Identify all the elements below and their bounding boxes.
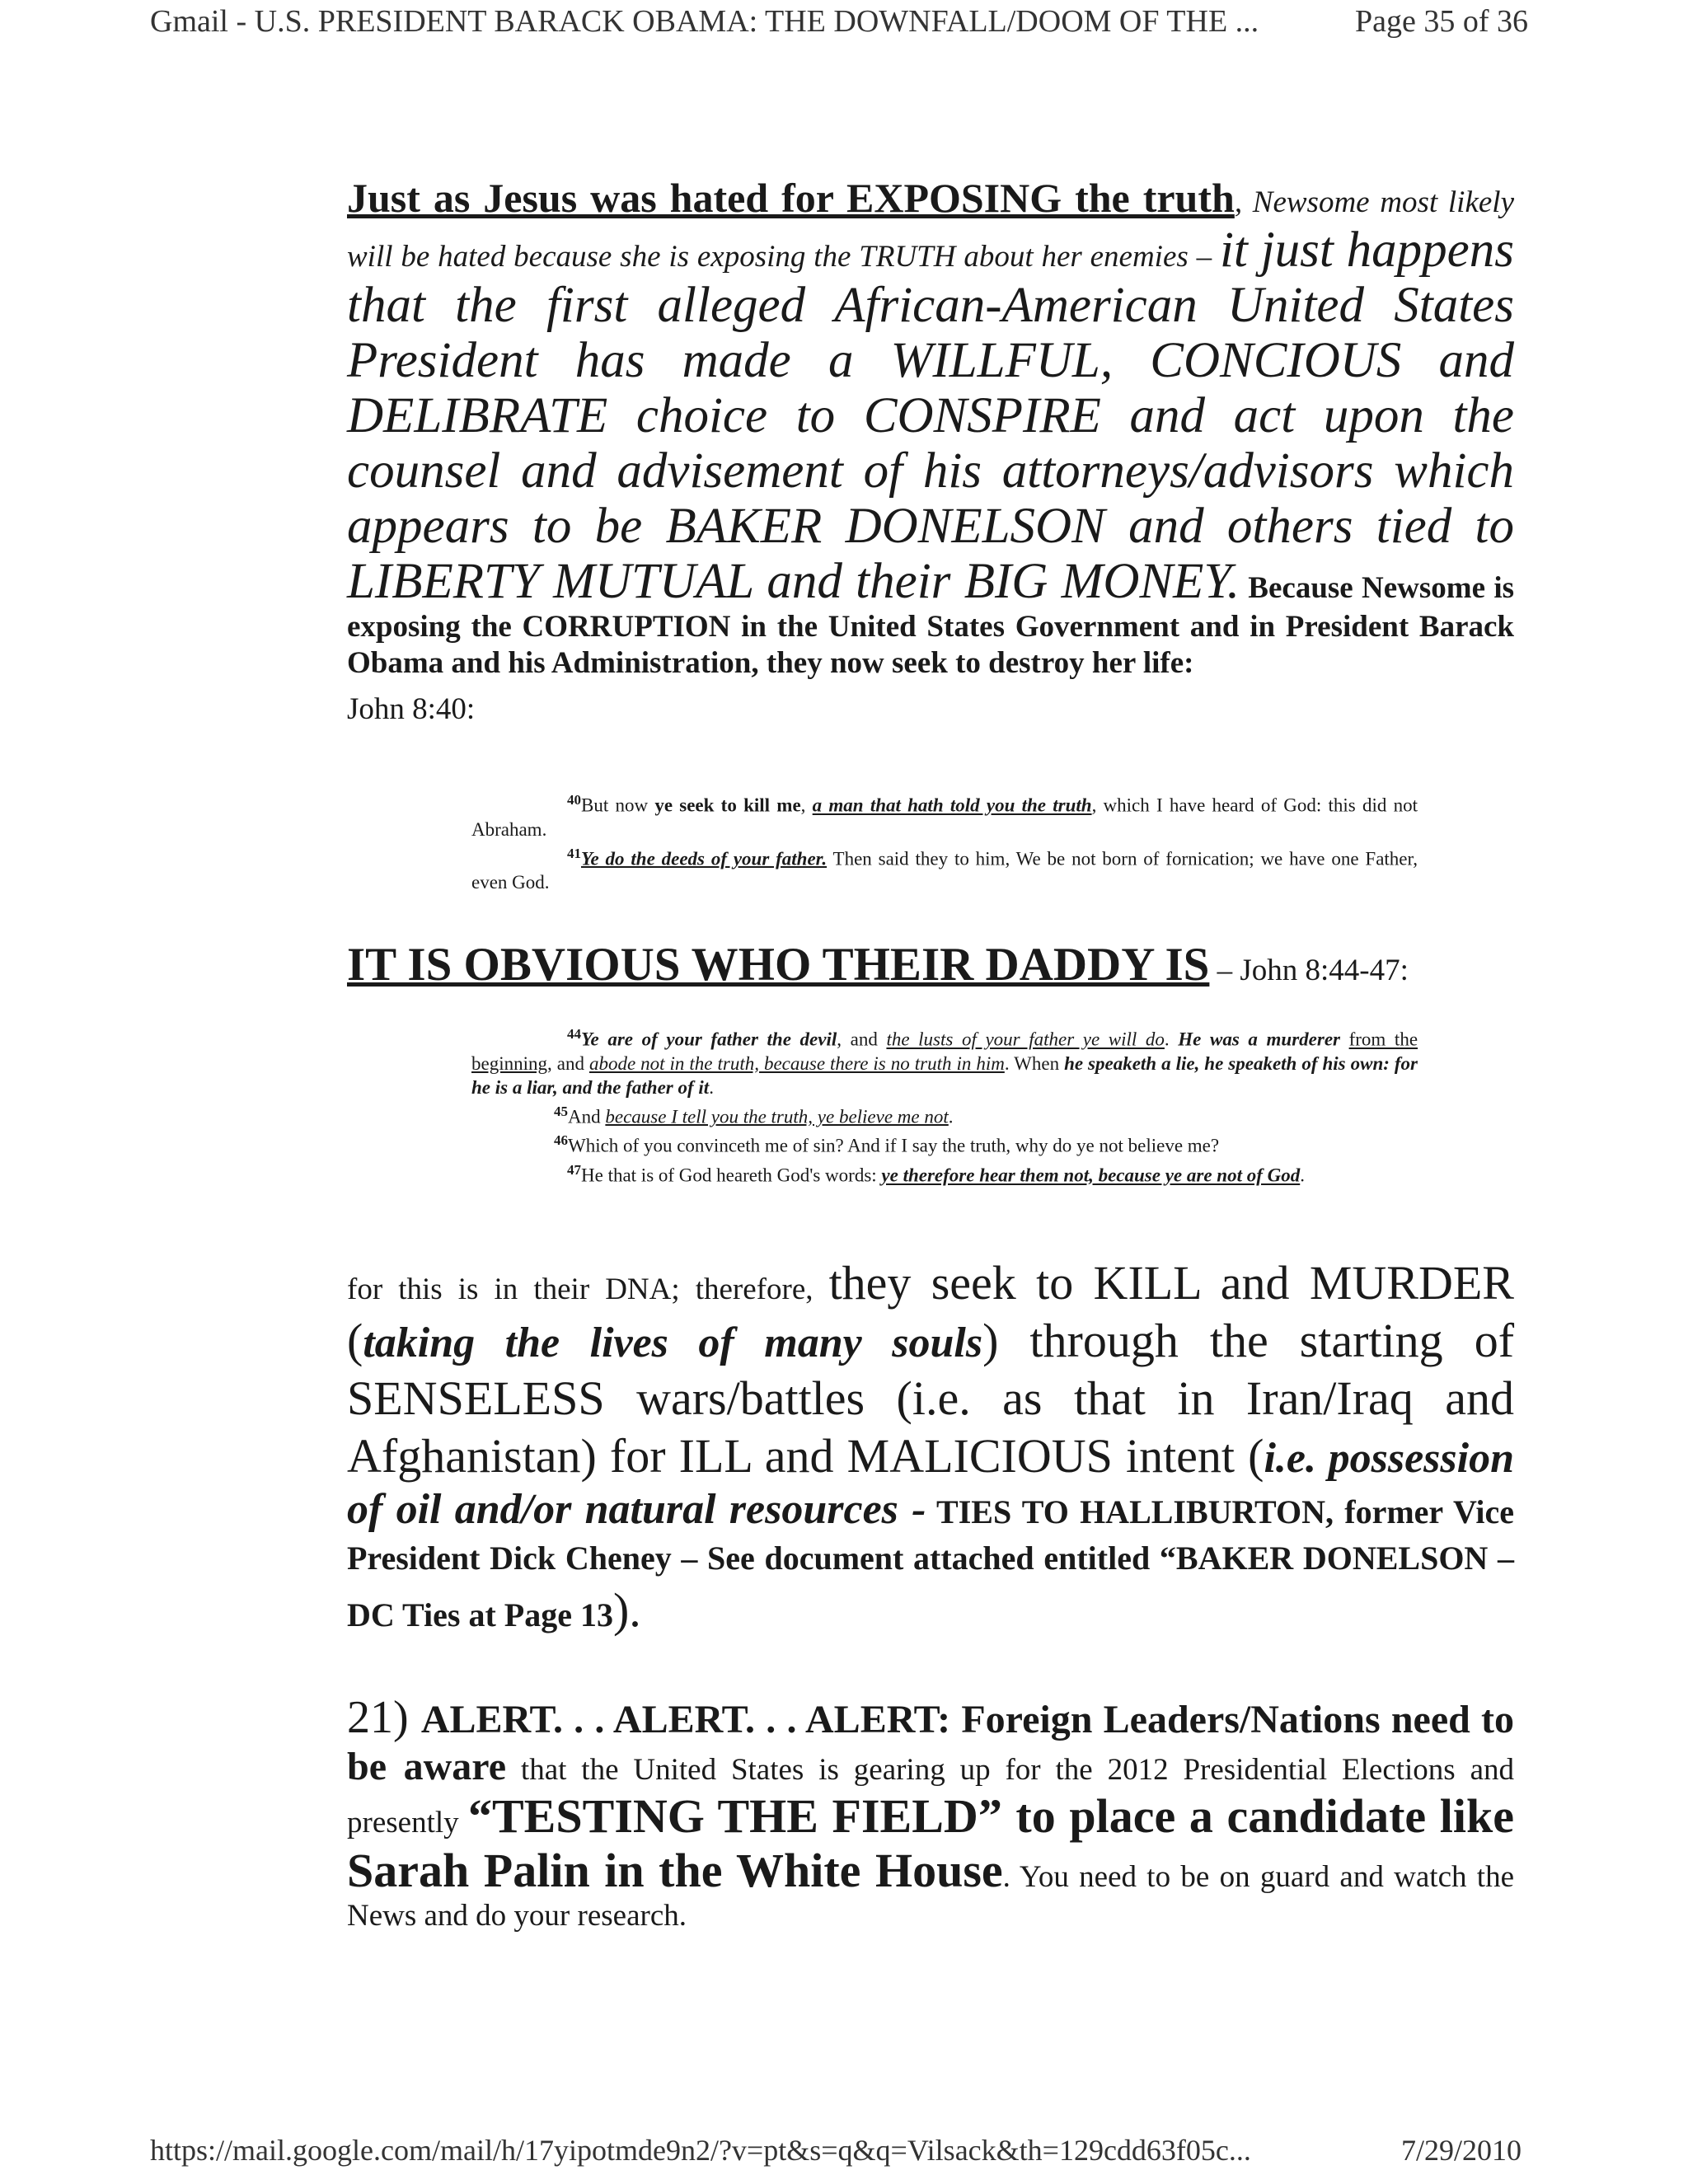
verse-text: . When bbox=[1004, 1052, 1065, 1074]
alert-text: that the United States is gearing up for the 2012 Presidential Elections and presently bbox=[347, 1753, 1515, 1840]
verse-text: he speaketh a lie, he speaketh of his own: for he is a liar, and the father of it bbox=[471, 1052, 1418, 1098]
verse-text: He was a murderer bbox=[1178, 1029, 1340, 1050]
paragraph-jesus-hated bbox=[347, 173, 1514, 727]
verse-number: 46 bbox=[554, 1132, 568, 1149]
dna-intro: for this is in their DNA; therefore, bbox=[347, 1272, 829, 1306]
paragraph-dna bbox=[347, 1254, 1514, 1639]
verse-text: from the beginning bbox=[471, 1029, 1418, 1074]
item-number: 21) bbox=[347, 1692, 421, 1743]
print-header bbox=[0, 3, 1688, 45]
verse-text: Then said they to him, We be not born of fornication; we have one Father, even God. bbox=[471, 848, 1418, 893]
verse-46 bbox=[471, 1128, 1418, 1158]
verse-number: 45 bbox=[554, 1103, 568, 1119]
verse-text: Ye are of your father the devil bbox=[581, 1029, 837, 1050]
dna-bold-italic: taking the lives of many souls bbox=[363, 1319, 983, 1366]
verse-number: 44 bbox=[567, 1026, 581, 1042]
verse-47 bbox=[471, 1158, 1418, 1188]
document-title: Gmail - U.S. PRESIDENT BARACK OBAMA: THE DOWNFALL/DOOM OF THE ... bbox=[150, 4, 1259, 39]
bold-tail-text: Because Newsome is exposing the CORRUPTION in the United States Government and in President Barack Obama and his Administration, they now seek to destroy her life: bbox=[347, 571, 1515, 680]
verse-text: ye therefore hear them not, because ye are not of God bbox=[881, 1165, 1301, 1186]
verse-text: the lusts of your father ye will do bbox=[886, 1029, 1165, 1050]
alert-bold: ALERT. . . ALERT. . . ALERT: Foreign Leaders/Nations need to be aware bbox=[347, 1698, 1515, 1788]
verse-text: . bbox=[1164, 1029, 1179, 1050]
verse-44 bbox=[471, 1022, 1418, 1099]
verse-number: 41 bbox=[567, 845, 581, 861]
page-url: https://mail.google.com/mail/h/17yipotmde9n2/?v=pt&s=q&q=Vilsack&th=129cdd63f05c... bbox=[150, 2134, 1251, 2167]
verse-text: Ye do the deeds of your father. bbox=[581, 848, 828, 869]
print-date: 7/29/2010 bbox=[1401, 2134, 1522, 2167]
verse-text: , and bbox=[837, 1029, 887, 1050]
scripture-quote-john-8-40 bbox=[471, 788, 1418, 894]
verse-40 bbox=[471, 788, 1418, 841]
dna-close: ). bbox=[612, 1583, 641, 1637]
lead-comma: , bbox=[1234, 185, 1243, 219]
verse-number: 47 bbox=[567, 1161, 581, 1178]
verse-text: . bbox=[948, 1106, 954, 1127]
heading-reference: – John 8:44-47: bbox=[1209, 954, 1409, 987]
alert-tail: . You need to be on guard and watch the News and do your research. bbox=[347, 1860, 1514, 1933]
verse-text: , and bbox=[547, 1052, 589, 1074]
verse-text: Which of you convinceth me of sin? And if I say the truth, why do ye not believe me? bbox=[568, 1135, 1220, 1156]
verse-text: , which I have heard of God: this did not Abraham. bbox=[471, 794, 1418, 840]
testing-field-bold: “TESTING THE FIELD” to place a candidate like Sarah Palin in the White House bbox=[347, 1789, 1514, 1897]
heading-text: IT IS OBVIOUS WHO THEIR DADDY IS bbox=[347, 939, 1210, 991]
verse-text: . bbox=[1300, 1165, 1305, 1186]
verse-text: And bbox=[568, 1106, 606, 1127]
verse-text: a man that hath told you the truth bbox=[812, 794, 1092, 816]
verse-text bbox=[1340, 1029, 1349, 1050]
verse-text: because I tell you the truth, ye believe me not bbox=[605, 1106, 949, 1127]
verse-41 bbox=[471, 841, 1418, 895]
verse-text: He that is of God heareth God's words: bbox=[581, 1165, 882, 1186]
dna-large-text-2: ) through the starting of SENSELESS wars/battles (i.e. as that in Iran/Iraq and Afghanistan) for ILL and MALICIOUS intent ( bbox=[347, 1314, 1515, 1483]
heading-daddy bbox=[347, 938, 1514, 991]
paragraph-alert bbox=[347, 1691, 1514, 1933]
italic-small-text: Newsome most likely will be hated because she is exposing the TRUTH about her enemies – bbox=[347, 185, 1515, 274]
verse-text: But now bbox=[581, 794, 655, 816]
verse-text: ye seek to kill me bbox=[654, 794, 801, 816]
page-number: Page 35 of 36 bbox=[1355, 4, 1529, 39]
dna-bold-italic-2: i.e. possession of oil and/or natural resources - bbox=[347, 1435, 1514, 1533]
italic-large-text: it just happens that the first alleged African-American United States President has made a WILLFUL, CONCIOUS and DELIBRATE choice to CONSPIRE and act upon the counsel and advisement of his attorneys/advisors which appears to be BAKER DONELSON and others tied to LIBERTY MUTUAL and their BIG MONEY. bbox=[347, 223, 1514, 609]
verse-text: , bbox=[800, 794, 813, 816]
lead-text: Just as Jesus was hated for EXPOSING the truth bbox=[347, 175, 1235, 221]
scripture-quote-john-8-44-47 bbox=[471, 1022, 1418, 1188]
scripture-reference: John 8:40: bbox=[347, 692, 476, 726]
print-footer bbox=[0, 2133, 1688, 2179]
dna-bold-tail: TIES TO HALLIBURTON, former Vice President Dick Cheney – See document attached entitled “BAKER DONELSON – DC Ties at Page 13 bbox=[347, 1493, 1514, 1633]
verse-text: abode not in the truth, because there is no truth in him bbox=[588, 1052, 1005, 1074]
verse-text: . bbox=[709, 1076, 714, 1098]
verse-45 bbox=[471, 1099, 1418, 1129]
dna-large-text: they seek to KILL and MURDER ( bbox=[347, 1256, 1514, 1367]
verse-number: 40 bbox=[567, 792, 581, 808]
